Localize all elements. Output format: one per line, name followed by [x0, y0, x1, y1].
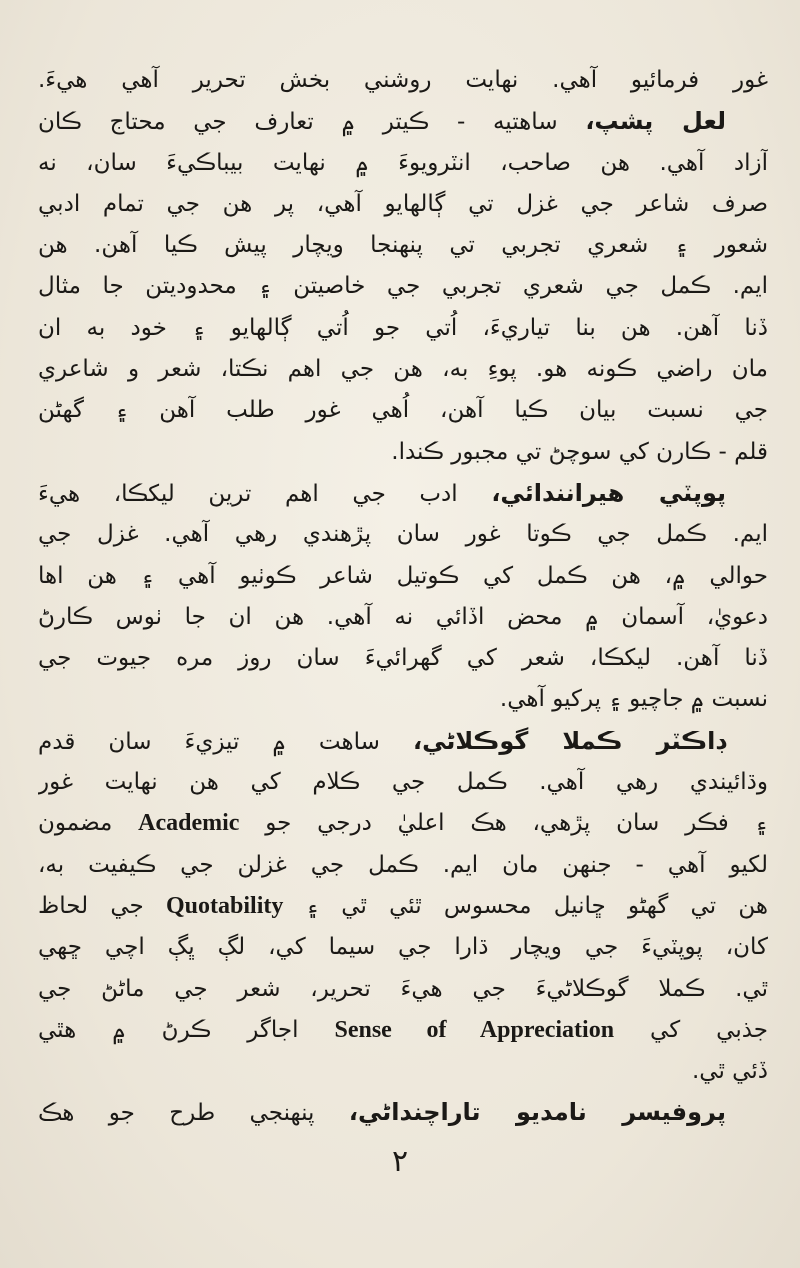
line-text: هن تي گهڻو ڇانيل محسوس ٿئي ٿي ۽: [283, 892, 768, 919]
line-text: حوالي ۾، هن ڪمل کي ڪوتيل شاعر ڪوٺيو آهي ۽ هن اها: [38, 562, 768, 589]
page-number: ٢: [391, 1144, 409, 1179]
line-text-after: مضمون: [38, 810, 139, 837]
text-line: [38, 679, 768, 720]
line-text: لکيو آهي - جنهن مان ايم. ڪمل جي غزلن جي ڪيفيت به،: [38, 851, 768, 878]
line-text-after: اجاگر ڪرڻ ۾ هٿي: [38, 1016, 335, 1043]
author-name: لعل پشپ،: [585, 107, 727, 136]
paragraph-heading-line: [38, 473, 768, 514]
text-line: [38, 432, 768, 473]
paragraph-heading-line: [38, 721, 768, 762]
author-name: ڊاڪٽر ڪملا گوڪلاڻي،: [412, 726, 726, 755]
line-text: آزاد آهي. هن صاحب، انٽرويوءَ ۾ نهايت بيباڪيءَ سان، نه: [38, 149, 768, 176]
text-line: [38, 143, 768, 184]
text-line: [38, 886, 768, 927]
author-name: پروفيسر نامديو تاراچنداڻي،: [348, 1098, 727, 1127]
line-text: ايم. ڪمل جي شعري تجربي جي خاصيتن ۽ محدوديتن جا مثال: [38, 273, 768, 300]
line-text: نسبت ۾ جاچيو ۽ پرکيو آهي.: [499, 686, 768, 713]
line-text: ۽ فڪر سان پڙهي، هڪ اعليٰ درجي جو: [239, 810, 768, 837]
text-line: [38, 514, 768, 555]
text-line: [38, 597, 768, 638]
text-line: [38, 845, 768, 886]
text-line: [38, 556, 768, 597]
line-text: صرف شاعر جي غزل تي ڳالهايو آهي، پر هن جي تمام ادبي: [38, 190, 768, 217]
text-line: [38, 349, 768, 390]
line-text: پنهنجي طرح جو هڪ: [38, 1100, 349, 1127]
text-line: [38, 803, 768, 844]
text-line: [38, 225, 768, 266]
text-line: [38, 927, 768, 968]
line-text: ادب جي اهم ترين ليکڪا، هيءَ: [38, 480, 492, 507]
english-term: Sense of Appreciation: [334, 1016, 615, 1043]
text-line: [38, 1051, 768, 1092]
line-text: کان، پوپٽيءَ جي ويچار ڌارا جي سيما کي، لڳ ڀڳ اچي ڇهي: [38, 934, 768, 961]
text-line: [38, 308, 768, 349]
line-text: ٿي. ڪملا گوڪلاڻيءَ جي هيءَ تحرير، شعر جي ماڻڻ جي: [38, 975, 768, 1002]
text-line: [38, 184, 768, 225]
text-line: [38, 762, 768, 803]
paragraph-heading-line: [38, 1092, 768, 1133]
text-line: [38, 638, 768, 679]
line-text: دعويٰ، آسمان ۾ محض اڏائي نه آهي. هن ان جا ٺوس ڪارڻ: [38, 603, 768, 630]
line-text: غور فرمائيو آهي. نهايت روشني بخش تحرير آهي هيءَ.: [38, 67, 768, 93]
line-text: قلم - ڪارن کي سوچڻ تي مجبور ڪندا.: [391, 438, 768, 465]
english-term: Academic: [138, 810, 240, 837]
text-line: [38, 390, 768, 431]
line-text: ڏئي ٿي.: [691, 1058, 768, 1085]
line-text: جذبي کي: [614, 1016, 768, 1043]
line-text-after: جي لحاظ: [38, 892, 166, 919]
line-text: جي نسبت بيان ڪيا آهن، اُهي غور طلب آهن ۽ گهڻن: [38, 397, 768, 424]
paragraph-heading-line: [38, 101, 768, 142]
english-term: Quotability: [166, 892, 284, 919]
line-text: شعور ۽ شعري تجربي تي پنهنجا ويچار پيش ڪيا آهن. هن: [38, 232, 768, 259]
author-name: پوپٽي هيرانندائي،: [491, 478, 727, 507]
text-line: [38, 1010, 768, 1051]
line-text: ساهت ۾ تيزيءَ سان قدم: [38, 728, 413, 755]
body-text: [38, 60, 768, 1134]
line-text: وڌائيندي رهي آهي. ڪمل جي ڪلام کي هن نهايت غور: [38, 769, 768, 796]
line-text: ايم. ڪمل جي ڪوتا غور سان پڙهندي رهي آهي. غزل جي: [38, 521, 768, 548]
line-text: مان راضي ڪونه هو. پوءِ به، هن جي اهم نڪتا، شعر و شاعري: [38, 356, 768, 383]
line-text: ساهتيه - ڪيتر ۾ تعارف جي محتاج ڪان: [38, 109, 586, 136]
text-line: [38, 60, 768, 101]
text-line: [38, 266, 768, 307]
line-text: ڏنا آهن. ليکڪا، شعر کي گهرائيءَ سان روز مره جيوت جي: [38, 645, 768, 672]
line-text: ڏنا آهن. هن بنا تياريءَ، اُتي جو اُتي ڳالهايو ۽ خود به ان: [38, 314, 768, 341]
text-line: [38, 969, 768, 1010]
